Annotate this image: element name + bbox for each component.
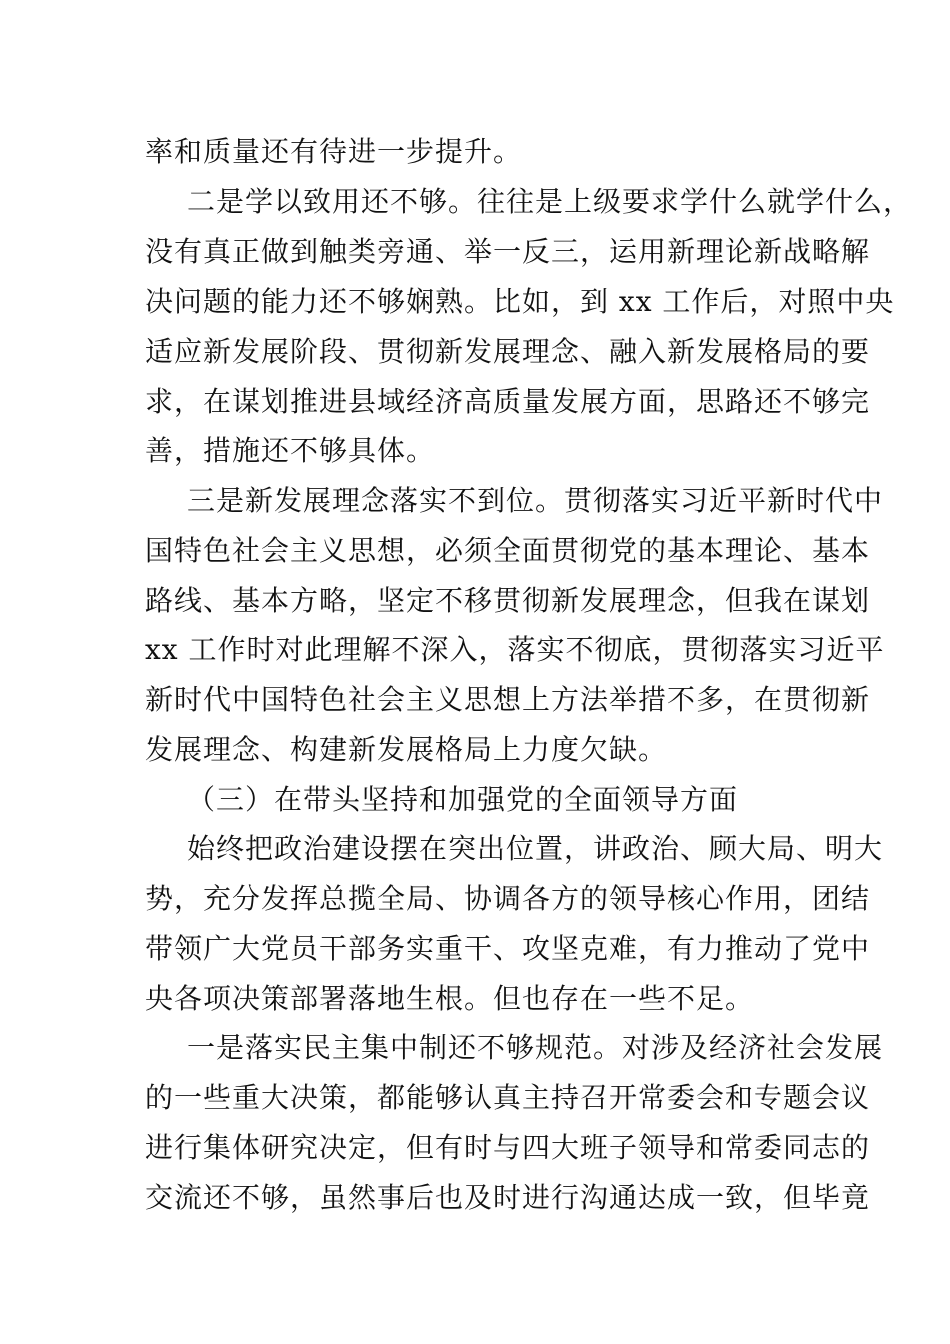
text-line: 的一些重大决策，都能够认真主持召开常委会和专题会议 [145,1081,871,1114]
text-line: xx 工作时对此理解不深入，落实不彻底，贯彻落实习近平 [145,633,885,666]
text-line: 央各项决策部署落地生根。但也存在一些不足。 [145,982,755,1015]
text-line: 带领广大党员干部务实重干、攻坚克难，有力推动了党中 [145,932,871,965]
section-heading: （三）在带头坚持和加强党的全面领导方面 [187,783,739,816]
text-line: 一是落实民主集中制还不够规范。对涉及经济社会发展 [187,1031,884,1064]
text-line: 没有真正做到触类旁通、举一反三，运用新理论新战略解 [145,235,871,268]
text-line: 求，在谋划推进县域经济高质量发展方面，思路还不够完 [145,385,871,418]
text-line: 路线、基本方略，坚定不移贯彻新发展理念，但我在谋划 [145,584,871,617]
text-line: 三是新发展理念落实不到位。贯彻落实习近平新时代中 [187,484,884,517]
text-line: 二是学以致用还不够。往往是上级要求学什么就学什么， [187,185,913,218]
text-line: 善，措施还不够具体。 [145,434,436,467]
text-line: 进行集体研究决定，但有时与四大班子领导和常委同志的 [145,1131,871,1164]
text-line: 发展理念、构建新发展格局上力度欠缺。 [145,733,668,766]
text-line: 势，充分发挥总揽全局、协调各方的领导核心作用，团结 [145,882,871,915]
text-line: 率和质量还有待进一步提升。 [145,135,523,168]
text-line: 决问题的能力还不够娴熟。比如，到 xx 工作后，对照中央 [145,285,895,318]
text-line: 交流还不够，虽然事后也及时进行沟通达成一致，但毕竟 [145,1181,871,1214]
text-line: 始终把政治建设摆在突出位置，讲政治、顾大局、明大 [187,832,884,865]
text-line: 适应新发展阶段、贯彻新发展理念、融入新发展格局的要 [145,335,871,368]
text-line: 新时代中国特色社会主义思想上方法举措不多，在贯彻新 [145,683,871,716]
text-line: 国特色社会主义思想，必须全面贯彻党的基本理论、基本 [145,534,871,567]
